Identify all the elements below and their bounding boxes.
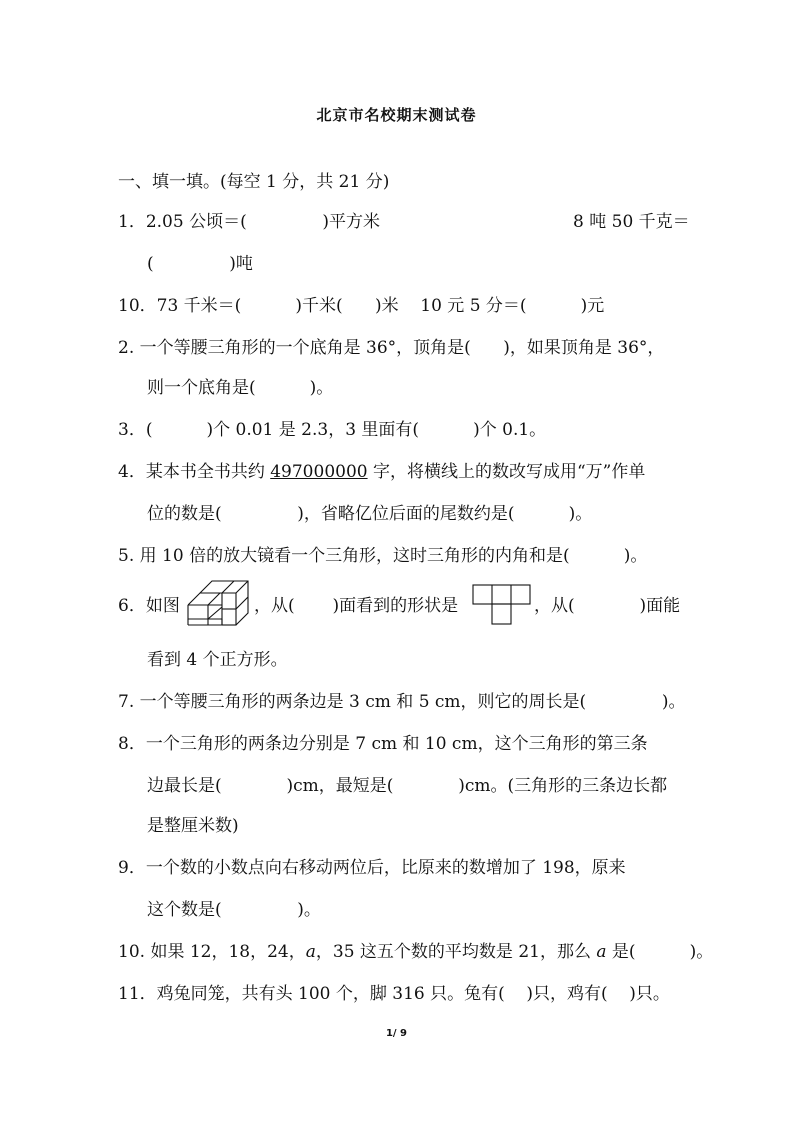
q10-variable: a: [305, 942, 316, 962]
q8-line-c: 是整厘米数): [147, 816, 239, 836]
q6-middle: ，从( )面看到的形状是: [254, 596, 459, 616]
q4-line-a: [118, 460, 645, 484]
q8-line-a: 8．一个三角形的两条边分别是 7 cm 和 10 cm，这个三角形的第三条: [118, 734, 648, 754]
page-title: 北京市名校期末测试卷: [316, 106, 477, 124]
q5-line: 5. 用 10 倍的放大镜看一个三角形，这时三角形的内角和是( )。: [118, 546, 648, 566]
q6-tail: ，从( )面能: [534, 596, 681, 616]
page-number: 1/ 9: [385, 1028, 408, 1039]
q8-line-b: 边最长是( )cm，最短是( )cm。(三角形的三条边长都: [147, 776, 668, 796]
q2-line-a: 2. 一个等腰三角形的一个底角是 36°，顶角是( )，如果顶角是 36°，: [118, 338, 665, 358]
q10-variable-2: a: [596, 942, 607, 962]
q9-line-a: 9．一个数的小数点向右移动两位后，比原来的数增加了 198，原来: [118, 858, 626, 878]
q11-line: 11．鸡兔同笼，共有头 100 个，脚 316 只。兔有( )只，鸡有( )只。: [118, 984, 670, 1004]
q4-underlined-number: 497000000: [270, 462, 368, 482]
view-shape-figure: [472, 584, 532, 626]
q6-line-b: 看到 4 个正方形。: [147, 650, 288, 670]
q3-line: 3．( )个 0.01 是 2.3，3 里面有( )个 0.1。: [118, 420, 547, 440]
q7-line: 7. 一个等腰三角形的两条边是 3 cm 和 5 cm，则它的周长是( )。: [118, 692, 686, 712]
q1-line-c: ( )吨: [147, 254, 253, 274]
q4-pre: 4．某本书全书共约: [118, 462, 271, 482]
q2-line-b: 则一个底角是( )。: [147, 378, 334, 398]
q1-line-a: 1．2.05 公顷＝( )平方米: [118, 212, 380, 232]
cube-stack-figure: [184, 575, 252, 631]
q4-line-b: 位的数是( )，省略亿位后面的尾数约是( )。: [147, 504, 593, 524]
section-heading: 一、填一填。(每空 1 分，共 21 分): [118, 172, 390, 192]
q4-post: 字，将横线上的数改写成用“万”作单: [367, 462, 646, 482]
q10-line: [118, 940, 713, 964]
q10-pre: 10. 如果 12，18，24，: [118, 942, 306, 962]
q6-lead: 6．如图: [118, 596, 180, 616]
q9-line-b: 这个数是( )。: [147, 900, 321, 920]
q10-mid: ，35 这五个数的平均数是 21，那么: [315, 942, 597, 962]
q10-post: 是( )。: [606, 942, 714, 962]
q1-line-d: 10．73 千米＝( )千米( )米 10 元 5 分＝( )元: [118, 296, 605, 316]
q1-line-b: 8 吨 50 千克＝: [573, 212, 690, 232]
